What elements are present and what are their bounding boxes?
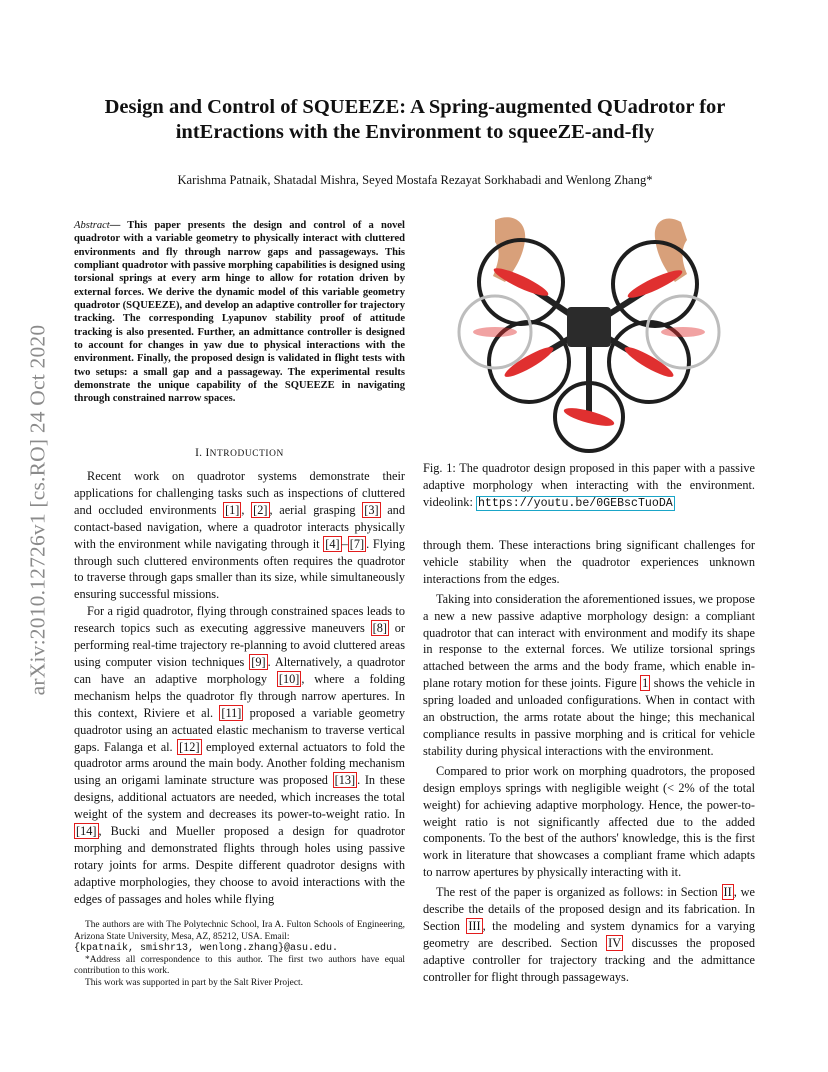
paragraph-text: Recent work on quadrotor systems demonstrate their applications for challenging tasks such as inspections of cluttered and occluded environments: [74, 469, 405, 517]
citation-link[interactable]: 1: [642, 676, 649, 691]
citation-link[interactable]: [1]: [225, 502, 240, 517]
paragraph-text: , Bucki and Mueller proposed a design for quadrotor morphing and demonstrated flights through holes using passive rotary joints for arms. Despite different quadrotor designs with adaptive morphologies, they choose to avoid interactions with the edges of passages and holes while flying: [74, 824, 405, 906]
section-title-initial: I: [205, 447, 210, 459]
intro-paragraph-2: [74, 603, 405, 907]
citation-link[interactable]: [4]: [325, 536, 340, 551]
paragraph-text: Taking into consideration the aforementioned issues, we propose a new a new passive adaptive morphology design: a compliant quadrotor that can interact with environment and modify its shape in response to the external forces. We utilize torsional springs attached between the arms and the body frame, which enable in-plane rotary motion for these joints. Figure: [423, 591, 755, 691]
citation-link[interactable]: III: [468, 918, 481, 933]
paragraph-text: . Alternatively, a quadrotor can have an adaptive morphology: [74, 654, 405, 686]
citation-link[interactable]: IV: [608, 935, 622, 950]
citation-link[interactable]: [10]: [278, 671, 300, 686]
title-line-1: Design and Control of SQUEEZE: A Spring-augmented QUadrotor for: [104, 96, 726, 118]
figure-caption: [423, 460, 755, 512]
paragraph-text: The rest of the paper is organized as follows: in Section: [436, 885, 722, 900]
citation-link[interactable]: II: [723, 885, 732, 900]
paragraph-text: , the modeling and system dynamics for a varying geometry are described. Section: [423, 918, 755, 950]
footnote-correspondence: *Address all correspondence to this author. The first two authors have equal contribution to this work.: [74, 954, 405, 977]
left-column-body: [74, 468, 405, 908]
paragraph-text: . Flying through such cluttered environments often requires the quadrotor to traverse through gaps smaller than its size, while simultaneously ensuring successful missions.: [74, 536, 405, 602]
section-title-rest: NTRODUCTION: [209, 449, 284, 459]
paragraph-text: –: [341, 536, 348, 551]
paragraph-text: shows the vehicle in spring loaded and unloaded configurations. When in contact with an obstruction, the arms rotate about the hinge; this mechanical compliance results in passive morphing and is critical for vehicle stability during physical interactions with the environment.: [423, 676, 755, 758]
abstract-label: Abstract: [74, 220, 110, 231]
footnote-funding: This work was supported in part by the Salt River Project.: [85, 977, 303, 988]
frame-arms: [525, 284, 653, 412]
arxiv-stamp-text: arXiv:2010.12726v1 [cs.RO] 24 Oct 2020: [25, 324, 50, 696]
abstract: [74, 219, 405, 406]
citation-link[interactable]: [3]: [364, 502, 379, 517]
citation-link[interactable]: [9]: [251, 654, 266, 669]
paragraph-text: For a rigid quadrotor, flying through constrained spaces leads to research topics such as executing aggressive maneuvers: [74, 604, 405, 636]
caption-text: Fig. 1: The quadrotor design proposed in this paper with a passive adaptive morphology when interacting with the environment. videolink:: [423, 461, 755, 509]
footnote-emails: {kpatnaik, smishr13, wenlong.zhang}@asu.edu.: [74, 943, 339, 955]
paragraph-text: and contact-based navigation, where a quadrotor interacts physically with the environment while navigating through it: [74, 502, 405, 551]
citation-link[interactable]: [13]: [334, 773, 356, 788]
citation-link[interactable]: [12]: [179, 739, 200, 754]
section-number: I.: [195, 447, 203, 459]
paragraph-text: , where a folding mechanism helps the quadrotor fly through narrow apertures. In this context, Riviere et al.: [74, 671, 405, 720]
right-column-body: [423, 537, 755, 986]
citation-link[interactable]: [7]: [349, 536, 365, 551]
intro-paragraph-1: [74, 468, 405, 603]
paragraph-text: employed external actuators to fold the quadrotor arms around the main body. Another folding mechanism using an origami laminate structure was proposed: [74, 739, 405, 788]
paragraph-text: ,: [241, 502, 252, 517]
author-list: Karishma Patnaik, Shatadal Mishra, Seyed Mostafa Rezayat Sorkhabadi and Wenlong Zhang*: [177, 173, 653, 187]
citation-link[interactable]: [8]: [372, 621, 387, 636]
paragraph-text: , aerial grasping: [269, 502, 363, 517]
title-line-2: intEractions with the Environment to squeeZE-and-fly: [175, 121, 655, 143]
citation-link[interactable]: [14]: [76, 824, 97, 839]
abstract-text: — This paper presents the design and control of a novel quadrotor with a variable geometry to physically interact with cluttered environments and fly through narrow gaps and passageways. This compliant quadrotor with passive morphing capabilities is designed using torsional springs at every arm hinge to allow for rotation driven by external forces. We derive the dynamic model of this variable geometry quadrotor (SQUEEZE), and develop an adaptive controller for trajectory tracking. The corresponding Lyapunov stability proof of attitude tracking is also presented. Further, an admittance controller is designed to account for changes in yaw due to physical interactions with the environment. Finally, the proposed design is validated in flight tests with two setups: a small gap and a passageway. The experimental results demonstrate the unique capability of the SQUEEZE in navigating through constrained narrow spaces.: [74, 220, 405, 405]
arxiv-stamp: [18, 280, 58, 740]
citation-link[interactable]: [11]: [221, 705, 242, 720]
body-frame: [567, 307, 611, 347]
right-paragraph-3: [423, 884, 755, 985]
citation-link[interactable]: [2]: [253, 502, 268, 517]
quadrotor-figure: [455, 212, 723, 458]
paragraph-text: or performing real-time trajectory re-planning to avoid cluttered areas using computer vision techniques: [74, 621, 405, 669]
paragraph-text: , we describe the details of the proposed design and its fabrication. In Section: [423, 885, 755, 933]
right-paragraph-2: Compared to prior work on morphing quadrotors, the proposed design employs springs with negligible weight (< 2% of the total weight) for achieving adaptive morphology. Hence, the power-to-weight ratio is not significantly affected due to the added components. To the best of the authors' knowledge, this is the first work in literature that showcases a compliant frame which adapts to narrow apertures by physically interacting with it.: [423, 763, 755, 880]
section-heading-introduction: [74, 447, 405, 459]
paragraph-text: . In these designs, additional actuators are needed, which increases the total weight of the system and decreases its power-to-weight ratio. In: [74, 773, 405, 822]
paragraph-text: discusses the proposed adaptive controller for trajectory tracking and the admittance controller for flight through passageways.: [423, 935, 755, 984]
hands-image: [493, 217, 687, 282]
right-paragraph-1: [423, 591, 755, 760]
paper-title: [70, 95, 760, 145]
paragraph-text: proposed a variable geometry quadrotor using an actuated elastic mechanism to traverse vertical gaps. Falanga et al.: [74, 705, 405, 754]
footnote-affiliation: The authors are with The Polytechnic School, Ira A. Fulton Schools of Engineering, Arizona State University, Mesa, AZ, 85212, USA. Email: {kpatnaik, smishr13, wenlong.zhang}@asu.edu.: [74, 920, 405, 955]
video-link[interactable]: https://youtu.be/0GEBscTuoDA: [477, 497, 673, 510]
right-paragraph-0: through them. These interactions bring significant challenges for vehicle stability when the quadrotor experiences unknown interactions from the edges.: [423, 538, 755, 586]
footnotes: [74, 920, 405, 990]
